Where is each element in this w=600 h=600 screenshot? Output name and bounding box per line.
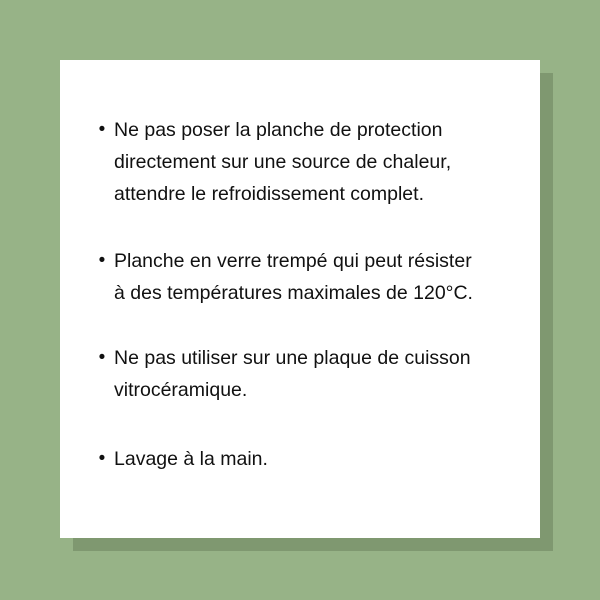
list-item-line: attendre le refroidissement complet.: [114, 183, 424, 205]
bullet-icon: •: [98, 347, 106, 368]
list-item: [60, 245, 480, 309]
list-item: [60, 443, 480, 475]
list-item-text: [114, 114, 480, 210]
list-item-line: Ne pas poser la planche de protection: [114, 119, 443, 141]
list-item-text: [114, 342, 480, 406]
list-item-text: [114, 443, 480, 475]
list-item-line: Ne pas utiliser sur une plaque de cuisson: [114, 347, 471, 369]
bullet-icon: •: [98, 250, 106, 271]
bullet-icon: •: [98, 119, 106, 140]
list-item-line: à des températures maximales de 120°C.: [114, 282, 473, 304]
care-instructions-card: [60, 60, 540, 538]
bullet-icon: •: [98, 448, 106, 469]
list-item: [60, 114, 480, 210]
list-item-text: [114, 245, 480, 309]
list-item-line: directement sur une source de chaleur,: [114, 151, 452, 173]
list-item-line: Planche en verre trempé qui peut résister: [114, 250, 472, 272]
list-item: [60, 342, 480, 406]
list-item-line: vitrocéramique.: [114, 379, 248, 401]
list-item-line: Lavage à la main.: [114, 448, 268, 470]
